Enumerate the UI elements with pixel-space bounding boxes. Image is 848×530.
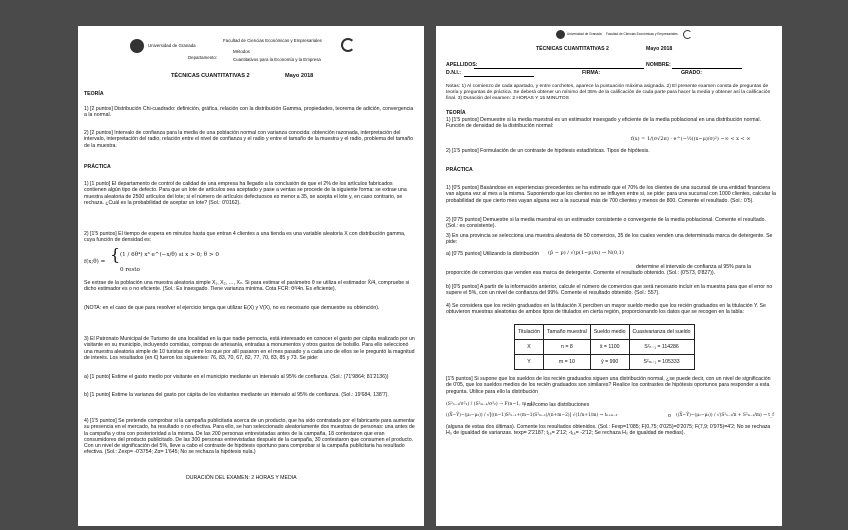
department-label: Departamento:: [188, 55, 218, 60]
practica-question-2-estimator: Se extrae de la población una muestra aleatoria simple X₁, X₂, …, Xₙ. Si para estimar el parámetro θ se utiliza el estimador X̄/4, compruebe si dicho estimador es o no eficiente. (Sol.: Es insesgado. Tiene varianza mínima. Cota FCR: θ²/4n. Es eficiente).: [84, 280, 410, 293]
university-seal-icon: [130, 39, 144, 53]
dni-field[interactable]: [464, 76, 534, 77]
teoria-heading: TEORÍA: [446, 110, 466, 116]
t-pooled-formula: ((X̄−Ȳ)−(μ₁−μ₂)) / √[((n−1)S²ₙ₋₁+(m−1)S²ₘ₋₁)/(n+m−2)] √(1/n+1/m) → tₙ₊ₘ₋₂: [446, 413, 618, 418]
table-header-cell: Cuasivarianza del sueldo: [629, 325, 694, 340]
practica-question-3b: b) [0'5 puntos] A partir de la información anterior, calcule el número de comercios que será necesario incluir en la muestra para que el error no supere el 5%, con un nivel de confianza del 99%. Comente el resultado obtenido. (Sol.: 557).: [446, 284, 773, 297]
table-cell: n = 8: [544, 340, 591, 355]
table-cell: m = 10: [544, 355, 591, 370]
teoria-heading: TEORÍA: [84, 91, 104, 97]
faculty-logo-icon: [341, 38, 355, 52]
table-header-cell: Titulación: [515, 325, 544, 340]
practica-question-4: 4) Se considera que los recién graduados en la titulación X perciben un mayor sueldo medio que los recién graduados en la titulación Y. Se obtuvieron muestras aleatorias de ambos tipos de titulados en cierta región, proporcionando los datos que se recogen en la tabla:: [446, 303, 766, 316]
table-cell: Y: [515, 355, 544, 370]
density-function-label: f(x;θ) =: [84, 259, 106, 265]
formula-or: o: [668, 413, 671, 419]
salary-data-table: [514, 324, 695, 370]
practica-question-1: 1) [1 punto] El departamento de control de calidad de una empresa ha llegado a la conclusión de que el 2% de los artículos fabricados contienen algún tipo de defecto. Para que un lote de artículos sea aceptado y pase a ventas se procede de la siguiente forma: se extrae una muestra aleatoria de 2500 artículos del lote; si el número de artículos defectuosos es menor a 35, se acepta el lote y, en caso contrario, se rechaza. ¿Cuál es la probabilidad de aceptar un lote? (Sol.: 0'0162).: [84, 181, 407, 206]
faculty-logo-icon-small: [683, 30, 692, 39]
grado-label: GRADO:: [681, 70, 703, 76]
practica-question-3a: a) [1 punto] Estime el gasto medio por visitante en el municipio mediante un intervalo al 95% de confianza. (Sol.: (71'9864; 81'2136)): [84, 374, 389, 380]
practica-question-3: 3) En una provincia se selecciona una muestra aleatoria de 50 comercios, 35 de los cuales venden una determinada marca de detergente. Se pide:: [446, 233, 773, 246]
nombre-field[interactable]: [672, 68, 742, 69]
faculty-name: Facultad de Ciencias Económicas y Empresariales: [223, 38, 322, 43]
nombre-label: NOMBRE:: [646, 62, 671, 68]
teoria-question-2: 2) [2 puntos] Intervalo de confianza para la media de una población normal con varianza conocida: obtención razonada, interpretación del intervalo, interpretación del radio, relación entre el nivel de confianza y el radio y entre el tamaño de la muestra y el radio, problema del tamaño de la muestra.: [84, 130, 414, 149]
exam-date: Mayo 2018: [285, 73, 314, 79]
f-distribution-formula: (S²ₙ₋₁/σ²₁) / (S²ₘ₋₁/σ²₂) → F(n−1, m−1): [446, 402, 536, 407]
practica-question-3a-intro: a) [0'75 puntos] Utilizando la distribución: [446, 251, 539, 257]
practica-question-4b: [1'5 puntos] Si supone que los sueldos de los recién graduados siguen una distribución normal, ¿se puede decir, con un nivel de significación de 0'05, que los sueldos medios de los recién graduados son similares? Realice los contrastes de hipótesis oportunos para responder a esta pregunta. Utilice para ello la distribución: [446, 376, 771, 395]
faculty-name-small: Facultad de Ciencias Económicas y Empresariales: [606, 32, 678, 36]
exam-title: TÉCNICAS CUANTITATIVAS 2: [536, 46, 609, 52]
practica-question-3b: b) [1 punto] Estime la varianza del gasto por cápita de los visitantes mediante un intervalo al 95% de confianza. (Sol.: 19'684, 138'7).: [84, 392, 389, 398]
t-welch-formula: ((X̄−Ȳ)−(μ₁−μ₂)) / √(S²ₙ₋₁/n + S²ₘ₋₁/m) → t_f: [676, 413, 774, 418]
table-row: [515, 355, 695, 370]
practica-question-1: 1) [0'5 puntos] Basándose en experiencias precedentes se ha estimado que el 70% de los clientes de una sucursal de una entidad financiera van alguna vez al mes a la misma. Suponiendo que los clientes no se influyen entre sí, se pide: para una sucursal con 1000 clientes, calcular la probabilidad de que cierto mes vayan alguna vez a la sucursal más de 700 clientes y menos de 800. Comente el resultado. (Sol.: 0'5).: [446, 185, 776, 204]
practica-question-2-note: (NOTA: en el caso de que para resolver el ejercicio tenga que utilizar E(X) y V(X), no es necesario que demuestre su obtención).: [84, 305, 380, 311]
table-row: [515, 340, 695, 355]
table-cell: ȳ = 990: [590, 355, 629, 370]
table-cell: X: [515, 340, 544, 355]
density-case-1: (1 / 6θ⁴) x³ e^(−x/θ) si x > 0; θ > 0: [120, 252, 219, 258]
exam-page-left: [78, 26, 424, 526]
practica-question-3: 3) El Patronato Municipal de Turismo de una localidad en la que nadie pernocta, está interesado en conocer el gasto per cápita realizado por un visitante en su municipio, incluyendo comidas, compras de artesanía, entradas a monumentos y otros gastos de bolsillo. Para ello seleccionó una muestra aleatoria simple de 10 turistas de entre los que por allí pasaron en el mes pasado y a cada uno de ellos se le preguntó la magnitud de interés. Los resultados (en €) fueron los siguientes: 76, 83, 70, 67, 82, 77, 70, 83, 85 y 73. Se pide:: [84, 336, 415, 361]
practica-question-4: 4) [1'5 puntos] Se pretende comprobar si la campaña publicitaria acerca de un producto, que ha sido contratada por el fabricante para aumentar su presencia en el mercado, ha resultado o no efectiva. Para ello, se han seleccionado aleatoriamente dos muestras de personas: una antes de la campaña y otra con posterioridad a la misma. De las 200 personas entrevistadas antes de la campaña, 18 contestaron que eran consumidores del producto publicitado. De las 300 personas entrevistadas después de la campaña, 30 contestaron que consumen el producto. Con un nivel de significación del 5%, lleve a cabo el contraste de hipótesis oportuno para comprobar si la campaña publicitaria ha resultado efectiva. (Sol.: Zexp= -0'3754; Zα= 1'645; No se rechaza la hipótesis nula.): [84, 418, 415, 456]
university-name-small: Universidad de Granada: [567, 32, 602, 36]
normal-density-formula: f(x) = 1/(σ√2π) · e^(−½((x−μ)/σ)²) −∞ < x < ∞: [631, 136, 751, 142]
table-header-cell: Sueldo medio: [590, 325, 629, 340]
teoria-question-1: 1) [2 puntos] Distribución Chi-cuadrado: definición, gráfica, relación con la distribución Gamma, propiedades, teorema de adición, convergencia a la normal.: [84, 106, 414, 119]
density-brace: {: [110, 245, 121, 264]
department-name-1: Métodos: [233, 49, 250, 54]
apellidos-label: APELLIDOS:: [446, 62, 478, 68]
teoria-question-2: 2) [1'5 puntos] Formulación de un contraste de hipótesis estadísticas. Tipos de hipótesis.: [446, 148, 650, 154]
dni-label: D.N.I.:: [446, 70, 461, 76]
practica-question-4-solution: (alguna de estas dos últimas). Comente los resultados obtenidos. (Sol.: Fexp=1'085; F(0,75; 0'025)=0'2075; F(7,9; 0'975)=4'2; No se rechaza H₀ de igualdad de varianzas. texp= 2'2187; t₁₆= 2'12; -t₁₆= -2'12; Se rechaza H₀ de igualdad de medias).: [446, 424, 771, 437]
department-name-2: Cuantitativos para la Economía y la Empresa: [233, 57, 321, 62]
practica-question-2: 2) [0'75 puntos] Demuestre si la media muestral es un estimador consistente o convergente de la media poblacional. Comente el resultado. (Sol.: es consistente).: [446, 217, 766, 230]
exam-page-right: [436, 26, 782, 526]
practica-question-2: 2) [1'5 puntos] El tiempo de espera en minutos hasta que entran 4 clientes a una tienda es una variable aleatoria X con distribución gamma, cuya función de densidad es:: [84, 231, 406, 244]
density-case-2: 0 resto: [120, 267, 140, 273]
exam-duration: DURACIÓN DEL EXAMEN: 2 HORAS Y MEDIA: [186, 475, 297, 481]
table-cell: S²ₘ₋₁ = 105333: [629, 355, 694, 370]
practica-heading: PRÁCTICA: [446, 167, 473, 173]
university-seal-icon-small: [556, 30, 565, 39]
exam-date: Mayo 2018: [646, 46, 673, 52]
table-header-row: [515, 325, 695, 340]
table-cell: x̄ = 1100: [590, 340, 629, 355]
university-name: Universidad de Granada: [148, 43, 196, 48]
teoria-question-1: 1) [1'5 puntos] Demuestre si la media muestral es un estimador insesgado y eficiente de la media poblacional en una distribución normal. Función de densidad de la distribución normal:: [446, 117, 762, 130]
exam-title: TÉCNICAS CUANTITATIVAS 2: [171, 73, 250, 79]
table-header-cell: Tamaño muestral: [544, 325, 591, 340]
exam-notes: Notas: 1) Al comienzo de cada apartado, y entre corchetes, aparece la puntuación máxima asignada. 2) El presente examen consta de preguntas de teoría y preguntas de práctica. Se deberá obtener un mínimo del 35% de la calificación de cada parte para hacer la media y obtener así la calificación final. 3) Duración del examen: 2 HORAS Y 15 MINUTOS: [446, 84, 771, 101]
apellidos-field[interactable]: [474, 68, 644, 69]
proportion-formula: (p̂ − p) / √(p(1−p)/n) → N(0,1): [548, 250, 624, 256]
firma-label: FIRMA:: [582, 70, 601, 76]
table-cell: S²ₙ₋₁ = 114286: [629, 340, 694, 355]
distributions-connector: , así como las distribuciones: [524, 402, 590, 408]
practica-question-3a: determine el intervalo de confianza al 95% para la proporción de comercios que venden esa marca de detergente. Comente el resultado obtenido. (Sol.: (0'573, 0'827)).: [446, 264, 752, 277]
practica-heading: PRÁCTICA: [84, 164, 111, 170]
